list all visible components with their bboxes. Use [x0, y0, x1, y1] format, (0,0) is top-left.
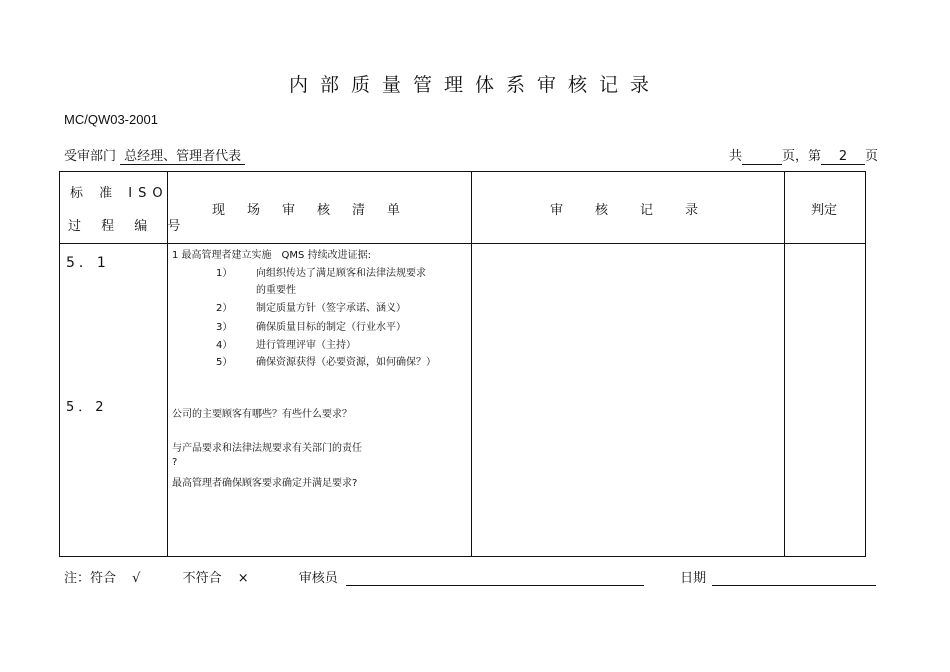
audited-department-row	[64, 145, 245, 164]
question-item: 公司的主要顾客有哪些？有些什么要求？	[172, 409, 352, 420]
divider	[784, 172, 785, 556]
conform-check-icon: √	[132, 571, 141, 586]
item-text: 向组织传达了满足顾客和法律法规要求	[256, 268, 426, 279]
total-pages-prefix: 共	[728, 149, 742, 164]
conform-label: 注：符合	[64, 571, 117, 586]
total-pages-suffix: 页，第	[781, 149, 821, 164]
item-number: 2）	[216, 303, 233, 314]
header-standard-line2: 过 程 编 号	[68, 219, 189, 234]
date-label: 日期	[680, 571, 707, 586]
document-title: 内部质量管理体系审核记录	[288, 74, 661, 96]
department-label: 受审部门	[64, 149, 117, 164]
item-number: 3）	[216, 322, 233, 333]
header-standard-line1: 标 准 ISO	[70, 186, 169, 201]
nonconform-label: 不符合	[182, 571, 222, 586]
divider	[471, 172, 472, 556]
document-code: MC/QW03-2001	[64, 112, 158, 127]
date-line	[712, 571, 876, 586]
question-item: 与产品要求和法律法规要求有关部门的责任	[172, 443, 362, 454]
nonconform-cross-icon: ×	[237, 571, 249, 586]
item-text: 进行管理评审（主持）	[256, 340, 356, 351]
header-audit-record: 审核记录	[550, 203, 731, 218]
item-text: 确保质量目标的制定（行业水平）	[256, 322, 406, 333]
total-pages-blank	[742, 150, 782, 165]
page-suffix: 页	[864, 149, 878, 164]
item-text: 制定质量方针（签字承诺、涵义）	[256, 303, 406, 314]
header-divider	[60, 243, 865, 244]
item-number: 1）	[216, 268, 233, 279]
question-item: ?	[172, 457, 178, 468]
item-text: 确保资源获得（必要资源，如何确保？）	[256, 357, 436, 368]
header-judgement: 判定	[811, 203, 838, 218]
clause-5-1: 5．1	[66, 255, 110, 271]
header-checklist: 现场审核清单	[212, 203, 423, 218]
page-count-row	[729, 145, 878, 165]
item-text: 的重要性	[256, 285, 296, 296]
question-item: 最高管理者确保顾客要求确定并满足要求?	[172, 478, 358, 489]
auditor-label: 审核员	[298, 571, 338, 586]
item-number: 5）	[216, 357, 233, 368]
auditor-signature-line	[346, 571, 644, 586]
checklist-lead: 1 最高管理者建立实施 QMS 持续改进证据:	[172, 250, 371, 261]
footer-note	[64, 567, 876, 586]
department-value: 总经理、管理者代表	[120, 149, 245, 165]
clause-5-2: 5．2	[66, 400, 108, 415]
page-number: 2	[821, 149, 865, 165]
item-number: 4）	[216, 340, 233, 351]
audit-table	[59, 171, 866, 557]
